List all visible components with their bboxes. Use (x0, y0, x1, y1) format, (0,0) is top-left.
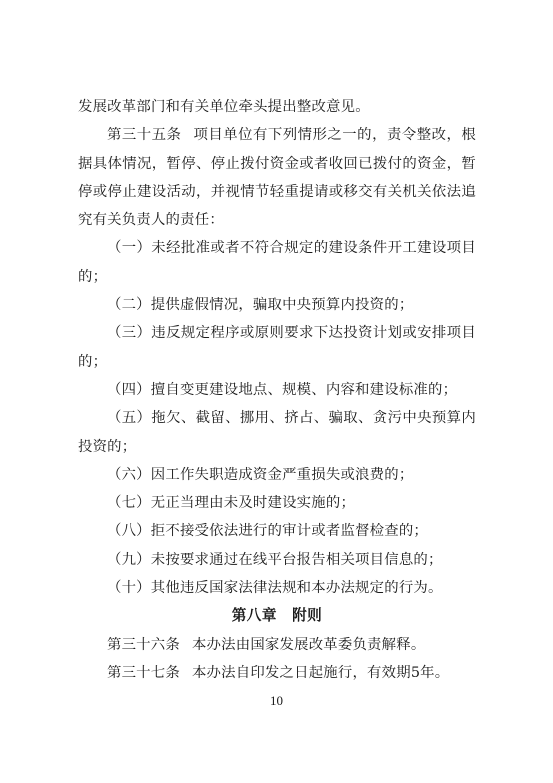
list-item-5 (78, 404, 476, 461)
list-item-9 (78, 546, 476, 574)
list-item-8 (78, 517, 476, 545)
list-item-text: （六）因工作失职造成资金严重损失或浪费的； (107, 466, 414, 483)
list-item-text: （四）擅自变更建设地点、规模、内容和建设标准的； (107, 381, 458, 398)
list-item-6 (78, 461, 476, 489)
list-item-1 (78, 234, 476, 291)
list-item-text: （二）提供虚假情况，骗取中央预算内投资的； (107, 297, 414, 314)
article-text: 本办法由国家发展改革委负责解释。 (191, 636, 426, 653)
list-item-2 (78, 291, 476, 319)
list-item-text: （三）违反规定程序或原则要求下达投资计划或安排项目的； (78, 325, 476, 370)
paragraph-text: 发展改革部门和有关单位牵头提出整改意见。 (78, 99, 370, 115)
chapter-title: 第八章 附则 (231, 607, 323, 625)
list-item-text: （十）其他违反国家法律法规和本办法规定的行为。 (107, 580, 443, 597)
list-item-text: （八）拒不接受依法进行的审计或者监督检查的； (107, 523, 428, 540)
document-body (78, 93, 476, 687)
list-item-text: （九）未按要求通过在线平台报告相关项目信息的； (107, 551, 443, 568)
page-number: 10 (270, 693, 283, 708)
article-number: 第三十五条 (107, 127, 182, 144)
article-text: 本办法自印发之日起施行，有效期5年。 (191, 664, 450, 681)
list-item-7 (78, 489, 476, 517)
paragraph-continuation (78, 93, 476, 121)
list-item-text: （一）未经批准或者不符合规定的建设条件开工建设项目的； (78, 240, 476, 285)
article-number: 第三十七条 (107, 664, 180, 681)
list-item-3 (78, 319, 476, 376)
list-item-text: （五）拖欠、截留、挪用、挤占、骗取、贪污中央预算内投资的； (78, 410, 476, 455)
article-35 (78, 121, 476, 234)
list-item-4 (78, 376, 476, 404)
article-36 (78, 631, 476, 659)
article-37 (78, 659, 476, 687)
article-text: 项目单位有下列情形之一的，责令整改，根据具体情况，暂停、停止拨付资金或者收回已拨付的资金，暂停或停止建设活动，并视情节轻重提请或移交有关机关依法追究有关负责人的责任： (78, 127, 476, 229)
article-number: 第三十六条 (107, 636, 180, 653)
list-item-text: （七）无正当理由未及时建设实施的； (107, 495, 356, 512)
list-item-10 (78, 574, 476, 602)
